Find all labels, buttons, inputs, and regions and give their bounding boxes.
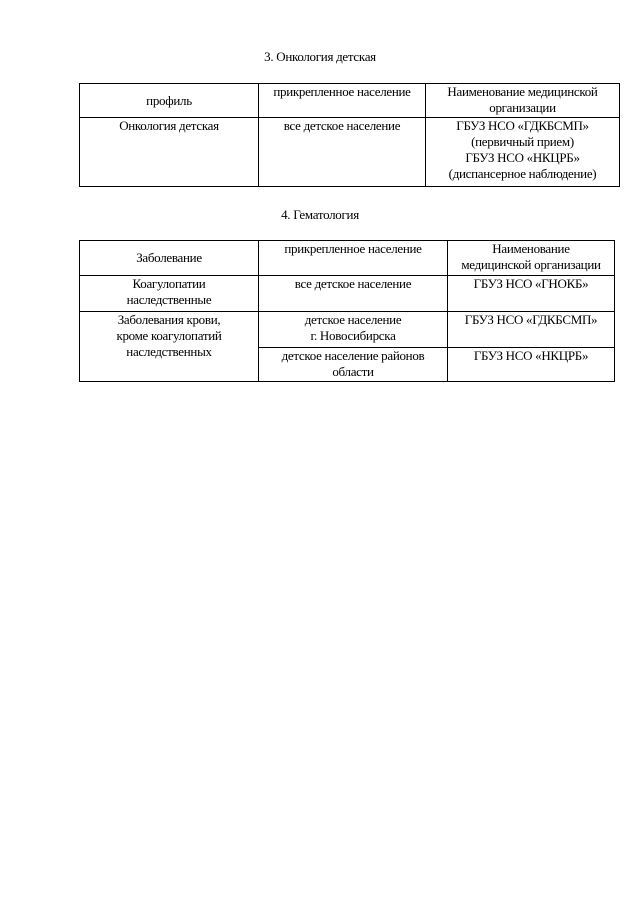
hematology-table	[79, 240, 615, 382]
table-header-row	[80, 241, 615, 276]
oncology-table	[79, 83, 620, 187]
disease-cell	[80, 312, 259, 382]
header-organization	[448, 241, 615, 276]
organization-cell	[426, 118, 620, 187]
org-line-1: ГБУЗ НСО «ГДКБСМП»	[456, 118, 589, 133]
header-organization-line1: Наименование	[492, 241, 570, 256]
population-line-1: детское население районов	[281, 348, 425, 363]
population-line-2: области	[332, 364, 374, 379]
population-line-2: г. Новосибирска	[310, 328, 396, 343]
table-row	[80, 312, 615, 348]
org-line-3: ГБУЗ НСО «НКЦРБ»	[465, 150, 580, 165]
header-population: прикрепленное население	[259, 84, 426, 118]
header-organization	[426, 84, 620, 118]
header-population: прикрепленное население	[259, 241, 448, 276]
header-organization-line2: медицинской организации	[461, 257, 601, 272]
table-header-row	[80, 84, 620, 118]
profile-cell: Онкология детская	[80, 118, 259, 187]
population-cell	[259, 348, 448, 382]
disease-cell	[80, 276, 259, 312]
population-cell: все детское население	[259, 118, 426, 187]
population-line-1: детское население	[304, 312, 402, 327]
section-3-title: 3. Онкология детская	[264, 49, 376, 64]
table-row	[80, 276, 615, 312]
disease-line-3: наследственных	[126, 344, 212, 359]
population-cell: все детское население	[259, 276, 448, 312]
organization-cell: ГБУЗ НСО «ГДКБСМП»	[448, 312, 615, 348]
org-line-2: (первичный прием)	[471, 134, 574, 149]
disease-line-1: Коагулопатии	[132, 276, 206, 291]
org-line-4: (диспансерное наблюдение)	[448, 166, 597, 181]
disease-line-2: наследственные	[126, 292, 212, 307]
header-profile: профиль	[80, 84, 259, 118]
header-disease: Заболевание	[80, 241, 259, 276]
disease-line-2: кроме коагулопатий	[116, 328, 222, 343]
header-organization-line1: Наименование медицинской	[447, 84, 598, 99]
disease-line-1: Заболевания крови,	[117, 312, 221, 327]
population-cell	[259, 312, 448, 348]
table-row	[80, 118, 620, 187]
organization-cell: ГБУЗ НСО «ГНОКБ»	[448, 276, 615, 312]
section-4-title: 4. Гематология	[281, 207, 359, 222]
header-organization-line2: организации	[489, 100, 556, 115]
organization-cell: ГБУЗ НСО «НКЦРБ»	[448, 348, 615, 382]
